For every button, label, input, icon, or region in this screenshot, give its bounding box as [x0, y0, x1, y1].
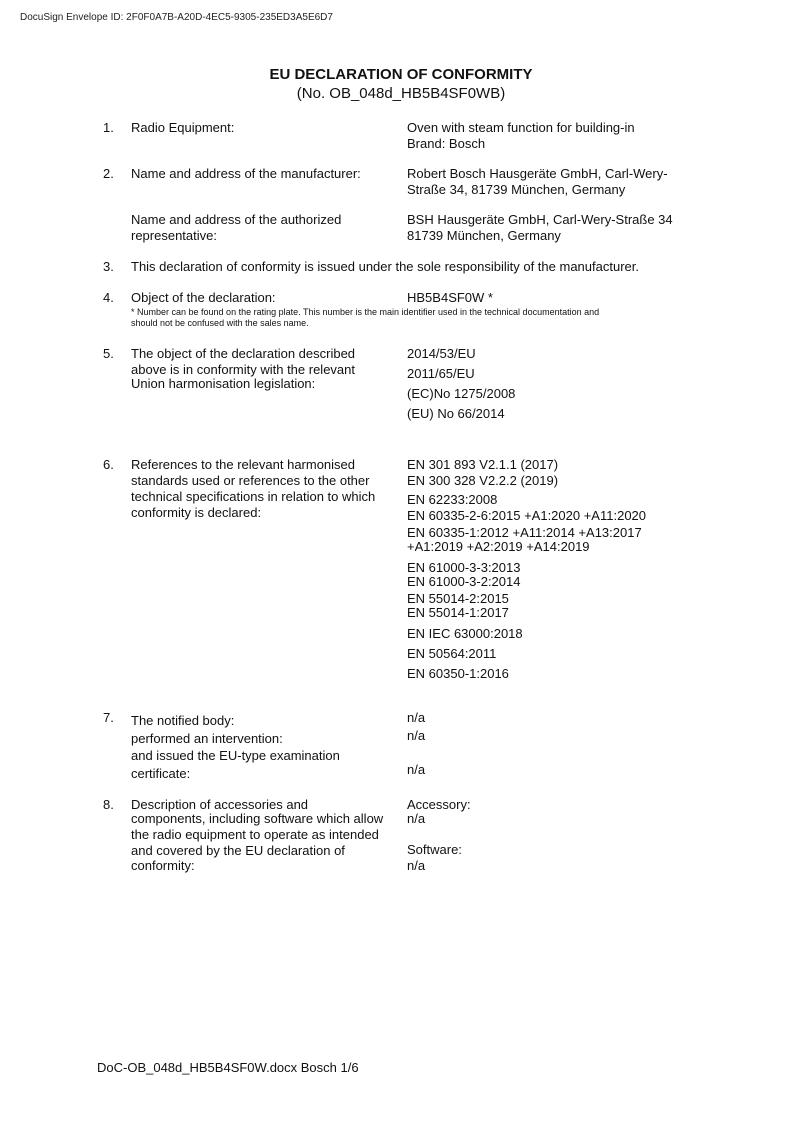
section-6-label-2: standards used or references to the other: [131, 473, 370, 488]
section-1-value-2: Brand: Bosch: [407, 136, 486, 151]
section-2-number: 2.: [103, 166, 114, 181]
section-5-label-3: Union harmonisation legislation:: [131, 376, 316, 391]
legislation-item: (EC)No 1275/2008: [407, 386, 516, 401]
standard-item: +A1:2019 +A2:2019 +A14:2019: [407, 539, 590, 554]
document-title: EU DECLARATION OF CONFORMITY: [269, 66, 533, 83]
section-4-label: Object of the declaration:: [131, 290, 276, 305]
section-8-value-3: Software:: [407, 842, 462, 857]
section-6-label-3: technical specifications in relation to which: [131, 489, 376, 504]
standard-item: EN 60335-1:2012 +A11:2014 +A13:2017: [407, 525, 642, 540]
standard-item: EN 61000-3-2:2014: [407, 574, 521, 589]
section-2b-value-2: 81739 München, Germany: [407, 228, 561, 243]
section-2b-label-1: Name and address of the authorized: [131, 212, 342, 227]
section-8-label-4: and covered by the EU declaration of: [131, 843, 345, 858]
standard-item: EN 301 893 V2.1.1 (2017): [407, 457, 559, 472]
section-1-value-1: Oven with steam function for building-in: [407, 120, 635, 135]
legislation-item: 2014/53/EU: [407, 346, 476, 361]
standard-item: EN 55014-1:2017: [407, 605, 509, 620]
standard-item: EN IEC 63000:2018: [407, 626, 523, 641]
standard-item: EN 50564:2011: [407, 646, 497, 661]
section-8-value-2: n/a: [407, 811, 426, 826]
section-6-label-4: conformity is declared:: [131, 505, 262, 520]
section-7-value-2: n/a: [407, 728, 426, 743]
standard-item: EN 61000-3-3:2013: [407, 560, 521, 575]
section-2-value-2: Straße 34, 81739 München, Germany: [407, 182, 626, 197]
section-8-number: 8.: [103, 797, 114, 812]
section-7-value-3: n/a: [407, 762, 426, 777]
section-3-text: This declaration of conformity is issued under the sole responsibility of the manufacturer.: [131, 259, 639, 274]
standard-item: EN 62233:2008: [407, 492, 498, 507]
section-3-number: 3.: [103, 259, 114, 274]
section-2-label: Name and address of the manufacturer:: [131, 166, 361, 181]
section-6-label-1: References to the relevant harmonised: [131, 457, 356, 472]
section-5-number: 5.: [103, 346, 114, 361]
section-8-label-5: conformity:: [131, 858, 195, 873]
section-8-label-3: the radio equipment to operate as intended: [131, 827, 379, 842]
section-4-note-2: should not be confused with the sales name.: [131, 318, 309, 328]
document-number: (No. OB_048d_HB5B4SF0WB): [296, 85, 506, 102]
docusign-envelope-id: DocuSign Envelope ID: 2F0F0A7B-A20D-4EC5-9305-235ED3A5E6D7: [20, 12, 333, 23]
section-5-label-2: above is in conformity with the relevant: [131, 362, 355, 377]
section-4-value: HB5B4SF0W *: [407, 290, 493, 305]
section-7-label-1: The notified body:: [131, 713, 235, 728]
section-7-number: 7.: [103, 710, 114, 725]
section-8-value-4: n/a: [407, 858, 426, 873]
section-4-number: 4.: [103, 290, 114, 305]
standard-item: EN 55014-2:2015: [407, 591, 509, 606]
page-footer: DoC-OB_048d_HB5B4SF0W.docx Bosch 1/6: [97, 1060, 359, 1075]
section-7-label-4: certificate:: [131, 766, 191, 781]
legislation-item: (EU) No 66/2014: [407, 406, 505, 421]
section-4-note-1: * Number can be found on the rating plate. This number is the main identifier used in the technical documentation and: [131, 307, 600, 317]
section-2b-value-1: BSH Hausgeräte GmbH, Carl-Wery-Straße 34: [407, 212, 673, 227]
section-5-label-1: The object of the declaration described: [131, 346, 356, 361]
section-8-label-1: Description of accessories and: [131, 797, 309, 812]
standard-item: EN 60350-1:2016: [407, 666, 509, 681]
section-8-value-1: Accessory:: [407, 797, 471, 812]
legislation-item: 2011/65/EU: [407, 366, 475, 381]
section-1-label: Radio Equipment:: [131, 120, 235, 135]
section-7-value-1: n/a: [407, 710, 426, 725]
section-2b-label-2: representative:: [131, 228, 217, 243]
standard-item: EN 60335-2-6:2015 +A1:2020 +A11:2020: [407, 508, 647, 523]
section-1-number: 1.: [103, 120, 114, 135]
section-2-value-1: Robert Bosch Hausgeräte GmbH, Carl-Wery-: [407, 166, 668, 181]
section-8-label-2: components, including software which allow: [131, 811, 384, 826]
section-7-label-3: and issued the EU-type examination: [131, 748, 340, 763]
standard-item: EN 300 328 V2.2.2 (2019): [407, 473, 559, 488]
section-6-number: 6.: [103, 457, 114, 472]
section-7-label-2: performed an intervention:: [131, 731, 283, 746]
